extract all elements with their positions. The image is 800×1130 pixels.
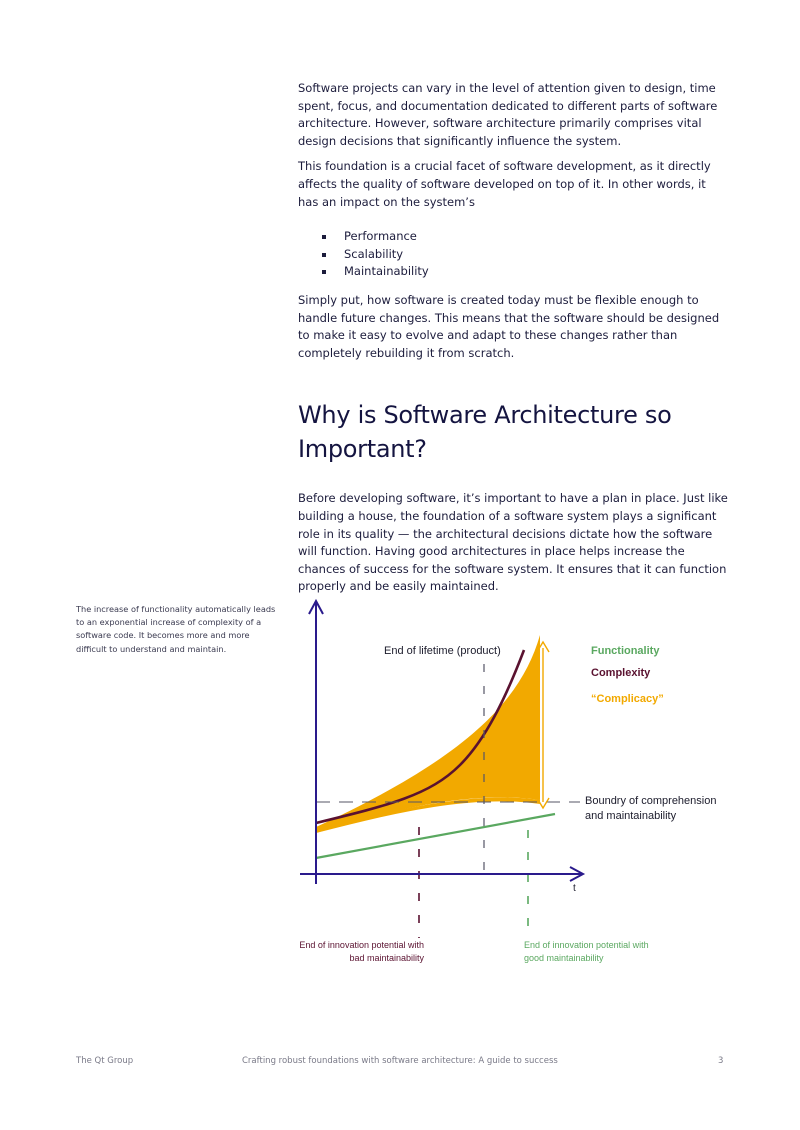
impact-list xyxy=(298,228,728,281)
footer-company: The Qt Group xyxy=(76,1056,134,1066)
complexity-legend: Complexity xyxy=(591,667,651,679)
footer-document-title: Crafting robust foundations with software architecture: A guide to success xyxy=(242,1056,558,1066)
main-text-column xyxy=(298,80,728,604)
intro-paragraph-2: This foundation is a crucial facet of software development, as it directly affects the quality of software developed on top of it. In other words, it has an impact on the system’s xyxy=(298,159,711,209)
complexity-diagram xyxy=(280,590,740,980)
diagram-graphic xyxy=(280,590,740,980)
intro-paragraph-3: Simply put, how software is created today must be flexible enough to handle future changes. This means that the software should be designed to make it easy to evolve and adapt to these changes rather than completely rebuilding it from scratch. xyxy=(298,292,720,360)
intro-paragraph-1: Software projects can vary in the level of attention given to design, time spent, focus, and documentation dedicated to different parts of software architecture. However, software architecture primarily comprises vital design decisions that significantly influence the system. xyxy=(298,81,718,148)
bad-maintainability-label: End of innovation potential with bad maintainability xyxy=(299,940,424,963)
x-axis-label: t xyxy=(573,883,576,894)
list-item: Performance xyxy=(322,228,728,246)
end-of-lifetime-label: End of lifetime (product) xyxy=(384,645,501,657)
complicacy-legend: “Complicacy” xyxy=(591,693,664,705)
section-paragraph: Before developing software, it’s important to have a plan in place. Just like building a house, the foundation of a software system plays a significant role in its quality — the architectural decisions dictate how the software will function. Having good architectures in place helps increase the chances of success for the software system. It ensures that it can function properly and be easily maintained. xyxy=(298,491,728,594)
good-maintainability-label: End of innovation potential with good maintainability xyxy=(524,940,649,963)
figure-caption: The increase of functionality automatically leads to an exponential increase of complexity of a software code. It becomes more and more difficult to understand and maintain. xyxy=(76,604,276,654)
page-number: 3 xyxy=(718,1056,724,1066)
list-item: Maintainability xyxy=(322,263,728,281)
section-heading: Why is Software Architecture so Important? xyxy=(298,401,672,464)
boundary-label: Boundry of comprehension and maintainability xyxy=(585,795,717,822)
list-item: Scalability xyxy=(322,246,728,264)
functionality-legend: Functionality xyxy=(591,645,660,657)
complicacy-area xyxy=(316,635,540,833)
